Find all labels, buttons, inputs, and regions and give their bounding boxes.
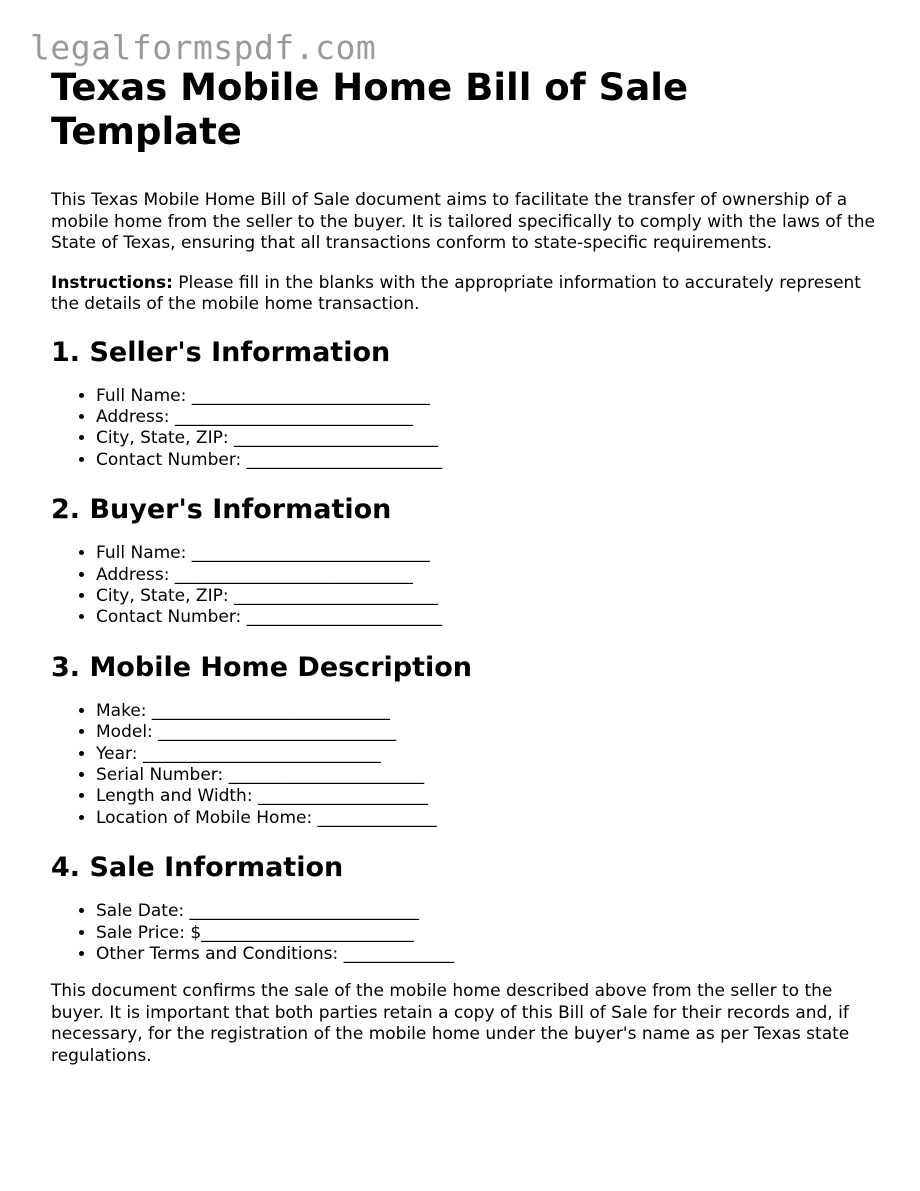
section-heading-seller: 1. Seller's Information bbox=[51, 336, 391, 368]
list-item: • Model: ____________________________ bbox=[96, 722, 881, 743]
section-heading-description: 3. Mobile Home Description bbox=[51, 651, 473, 683]
instructions-paragraph bbox=[51, 273, 881, 316]
list-item: • Serial Number: _______________________ bbox=[96, 765, 881, 786]
list-item: • Length and Width: ____________________ bbox=[96, 786, 881, 807]
instructions-text: Please fill in the blanks with the appropriate information to accurately represent the details of the mobile home transaction. bbox=[51, 272, 861, 314]
page-title: Texas Mobile Home Bill of Sale Template bbox=[51, 66, 689, 153]
list-item: • City, State, ZIP: ________________________ bbox=[96, 428, 881, 449]
instructions-label: Instructions: bbox=[51, 272, 173, 293]
intro-paragraph: This Texas Mobile Home Bill of Sale document aims to facilitate the transfer of ownership of a mobile home from the seller to the buyer. It is tailored specifically to comply with the laws of the State of Texas, ensuring that all transactions conform to state-specific requirements. bbox=[51, 190, 875, 253]
closing-paragraph: This document confirms the sale of the mobile home described above from the seller to the buyer. It is important that both parties retain a copy of this Bill of Sale for their records and, if necessary, for the registration of the mobile home under the buyer's name as per Texas state regulations. bbox=[51, 981, 850, 1066]
section-heading-sale: 4. Sale Information bbox=[51, 852, 344, 884]
document-body bbox=[51, 64, 881, 1067]
list-item: • Year: ____________________________ bbox=[96, 744, 881, 765]
list-item: • Other Terms and Conditions: _____________ bbox=[96, 944, 881, 965]
list-item: • Location of Mobile Home: ______________ bbox=[96, 808, 881, 829]
description-fields-list bbox=[51, 701, 881, 829]
list-item: • Sale Date: ___________________________ bbox=[96, 901, 881, 922]
list-item: • Full Name: ____________________________ bbox=[96, 543, 881, 564]
list-item: • Contact Number: _______________________ bbox=[96, 450, 881, 471]
watermark: legalformspdf.com bbox=[30, 28, 377, 67]
list-item: • City, State, ZIP: ________________________ bbox=[96, 586, 881, 607]
buyer-fields-list bbox=[51, 543, 881, 629]
sale-fields-list bbox=[51, 901, 881, 965]
seller-fields-list bbox=[51, 386, 881, 472]
list-item: • Address: ____________________________ bbox=[96, 407, 881, 428]
list-item: • Make: ____________________________ bbox=[96, 701, 881, 722]
section-heading-buyer: 2. Buyer's Information bbox=[51, 494, 392, 526]
list-item: • Contact Number: _______________________ bbox=[96, 607, 881, 628]
list-item: • Full Name: ____________________________ bbox=[96, 386, 881, 407]
list-item: • Sale Price: $_________________________ bbox=[96, 923, 881, 944]
list-item: • Address: ____________________________ bbox=[96, 565, 881, 586]
